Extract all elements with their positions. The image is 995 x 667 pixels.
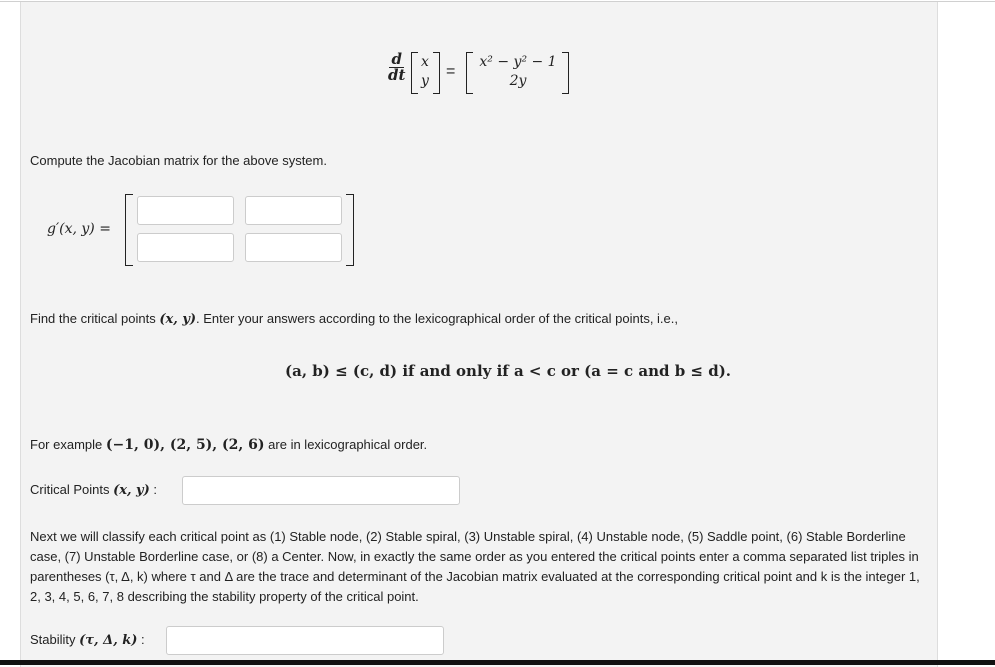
jacobian-cell-12[interactable]	[245, 196, 342, 225]
jacobian-cell-21[interactable]	[137, 233, 234, 262]
equals: =	[446, 63, 456, 80]
example-text	[30, 437, 427, 453]
jacobian-cell-11[interactable]	[137, 196, 234, 225]
stability-label: Stability (τ, Δ, k) :	[30, 632, 145, 648]
text: are in lexicographical order.	[268, 437, 428, 452]
d-num: d	[391, 50, 402, 68]
x: x	[421, 54, 429, 70]
math: (x, y)	[113, 483, 150, 498]
jacobian-prompt: Compute the Jacobian matrix for the above system.	[30, 153, 327, 168]
text: For example	[30, 437, 103, 452]
math: (τ, Δ, k)	[79, 633, 138, 648]
bracket	[466, 52, 473, 94]
math: (−1, 0), (2, 5), (2, 6)	[105, 437, 265, 453]
bracket	[562, 52, 569, 94]
classify-instructions: Next we will classify each critical point as (1) Stable node, (2) Stable spiral, (3) Unstable spiral, (4) Unstable node, (5) Saddle point, (6) Stable Borderline case, (7) Unstable Borderline case, or (8) a Center. Now, in exactly the same order as you entered the critical points enter a comma separated list triples in parentheses (τ, Δ, k) where τ and Δ are the trace and determinant of the Jacobian matrix evaluated at the corresponding critical point and k is the integer 1, 2, 3, 4, 5, 6, 7, 8 describing the stability property of the critical point.	[30, 529, 920, 604]
system-equation	[388, 52, 405, 83]
bracket	[125, 194, 133, 266]
stability-input[interactable]	[166, 626, 444, 655]
rhs-2: 2y	[509, 73, 527, 89]
rhs-1: x² − y² − 1	[479, 54, 557, 70]
critical-points-label: Critical Points (x, y) :	[30, 482, 157, 498]
y: y	[421, 73, 429, 89]
dt-den: dt	[388, 66, 406, 84]
critical-points-input[interactable]	[182, 476, 460, 505]
text: . Enter your answers according to the lexicographical order of the critical points, i.e.,	[196, 311, 678, 326]
state-vector	[419, 53, 431, 91]
text: Stability	[30, 632, 76, 647]
math: (x, y)	[159, 312, 197, 327]
bracket	[433, 52, 440, 94]
rhs-vector	[474, 53, 562, 91]
jacobian-label: g′(x, y) =	[47, 221, 111, 237]
bracket	[346, 194, 354, 266]
bracket	[411, 52, 418, 94]
lex-rule: (a, b) ≤ (c, d) if and only if a < c or (a = c and b ≤ d).	[285, 362, 732, 380]
critical-prompt	[30, 311, 678, 327]
text: Find the critical points	[30, 311, 156, 326]
taskbar	[0, 660, 995, 665]
text: Critical Points	[30, 482, 110, 497]
jacobian-cell-22[interactable]	[245, 233, 342, 262]
